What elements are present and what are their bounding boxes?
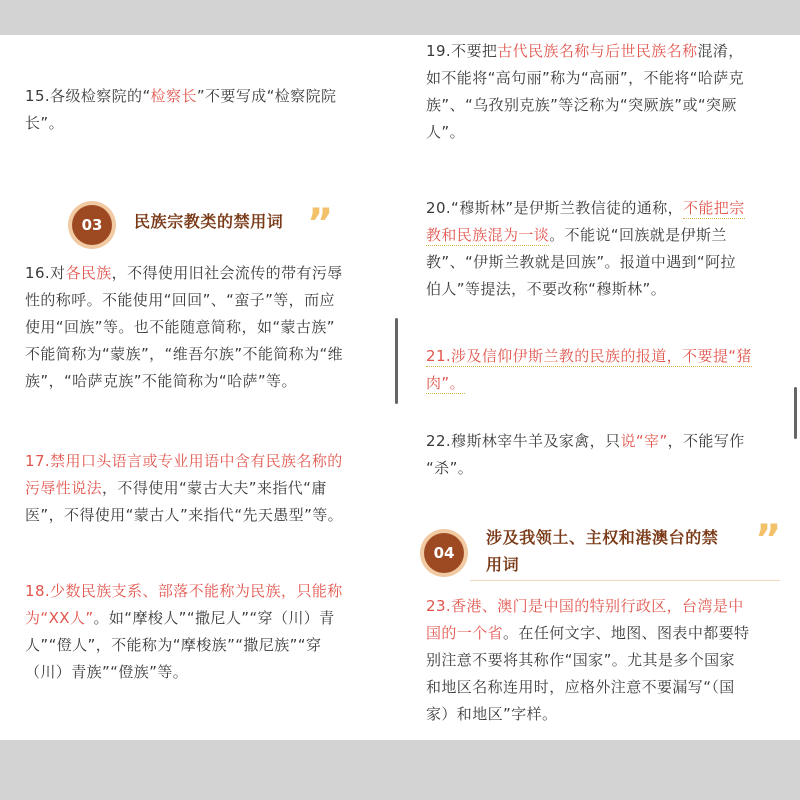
highlight-text: 17.禁用口头语言或专业用语中含有民族名称的 (25, 452, 343, 470)
line: 族”、“乌孜别克族”等泛称为“突厥族”或“突厥 (426, 96, 737, 114)
text: ，不能写作 (667, 432, 745, 450)
text: ”不要写成“检察院院 (196, 87, 337, 105)
highlight-text: 18.少数民族支系、部落不能称为民族，只能称 (25, 582, 343, 600)
section-number-badge: 04 (424, 533, 464, 573)
line: 人”“僜人”，不能称为“摩梭族”“撒尼族”“穿 (25, 636, 322, 654)
highlight-text: 不能把宗 (683, 199, 745, 217)
item-16 (25, 260, 395, 395)
right-page (400, 35, 788, 740)
item-17 (25, 448, 395, 529)
line: “杀”。 (426, 459, 474, 477)
left-scrollbar[interactable] (395, 318, 398, 404)
text: 15.各级检察院的“ (25, 87, 151, 105)
line: 别注意不要将其称作“国家”。尤其是多个国家 (426, 651, 735, 669)
item-21 (426, 343, 786, 397)
line: 族”，“哈萨克族”不能简称为“哈萨”等。 (25, 372, 297, 390)
text: 。在任何文字、地图、图表中都要特 (503, 624, 750, 642)
line: 不能简称为“蒙族”，“维吾尔族”不能简称为“维 (25, 345, 344, 363)
line: 使用“回族”等。也不能随意简称，如“蒙古族” (25, 318, 335, 336)
line: 如不能将“高句丽”称为“高丽”，不能将“哈萨克 (426, 69, 745, 87)
section-title-line: 用词 (486, 555, 520, 574)
text: 长”。 (25, 114, 64, 132)
text: 22.穆斯林宰牛羊及家禽，只 (426, 432, 621, 450)
item-18 (25, 578, 395, 686)
highlight-text: 古代民族名称与后世民族名称 (497, 42, 698, 60)
line: （川）青族”“僜族”等。 (25, 663, 189, 681)
section-03-header (12, 195, 398, 265)
bottom-gray-bar (0, 740, 800, 800)
section-divider (470, 580, 780, 581)
quote-mark-icon: ” (755, 517, 776, 563)
text: 19.不要把 (426, 42, 498, 60)
line: 伯人”等提法，不要改称“穆斯林”。 (426, 280, 667, 298)
highlight-text: 21.涉及信仰伊斯兰教的民族的报道，不要提“猪 (426, 347, 752, 365)
left-page (12, 35, 398, 740)
line: 医”，不得使用“蒙古人”来指代“先天愚型”等。 (25, 506, 344, 524)
item-15 (25, 83, 395, 137)
line: 16.对各民族，不得使用旧社会流传的带有污辱 (25, 264, 343, 282)
section-number-badge: 03 (72, 205, 112, 245)
line: 和地区名称连用时，应格外注意不要漏写“（国 (426, 678, 735, 696)
text: 。不能说“回族就是伊斯兰 (549, 226, 727, 244)
text: 。如“摩梭人”“撒尼人”“穿（川）青 (93, 609, 335, 627)
section-04-header (400, 517, 788, 590)
section-title-line: 涉及我领土、主权和港澳台的禁 (486, 528, 719, 547)
line: 性的称呼。不能使用“回回”、“蛮子”等，而应 (25, 291, 335, 309)
item-22 (426, 428, 786, 482)
line: 人”。 (426, 123, 465, 141)
section-title: 民族宗教类的禁用词 (134, 212, 284, 231)
highlight-text: 23.香港、澳门是中国的特别行政区，台湾是中 (426, 597, 744, 615)
top-gray-bar (0, 0, 800, 35)
section-title (486, 524, 718, 578)
highlight-text: 检察长 (150, 87, 197, 105)
highlight-text: 教和民族混为一谈 (426, 226, 550, 244)
item-20 (426, 195, 786, 303)
highlight-text: 各民族 (65, 264, 112, 282)
text: ，不得使用“蒙古大夫”来指代“庸 (102, 479, 327, 497)
item-19 (426, 38, 786, 146)
text: 混淆， (697, 42, 744, 60)
highlight-text: 为“XX人” (25, 609, 94, 627)
highlight-text: 肉”。 (426, 374, 465, 392)
right-scrollbar[interactable] (794, 387, 797, 439)
line: 教”、“伊斯兰教就是回族”。报道中遇到“阿拉 (426, 253, 736, 271)
quote-mark-icon: ” (307, 201, 328, 247)
item-23 (426, 593, 786, 728)
highlight-text: 污辱性说法 (25, 479, 103, 497)
text: 20.“穆斯林”是伊斯兰教信徒的通称， (426, 199, 683, 217)
line: 家）和地区”字样。 (426, 705, 558, 723)
highlight-text: 国的一个省 (426, 624, 504, 642)
highlight-text: 说“宰” (620, 432, 668, 450)
